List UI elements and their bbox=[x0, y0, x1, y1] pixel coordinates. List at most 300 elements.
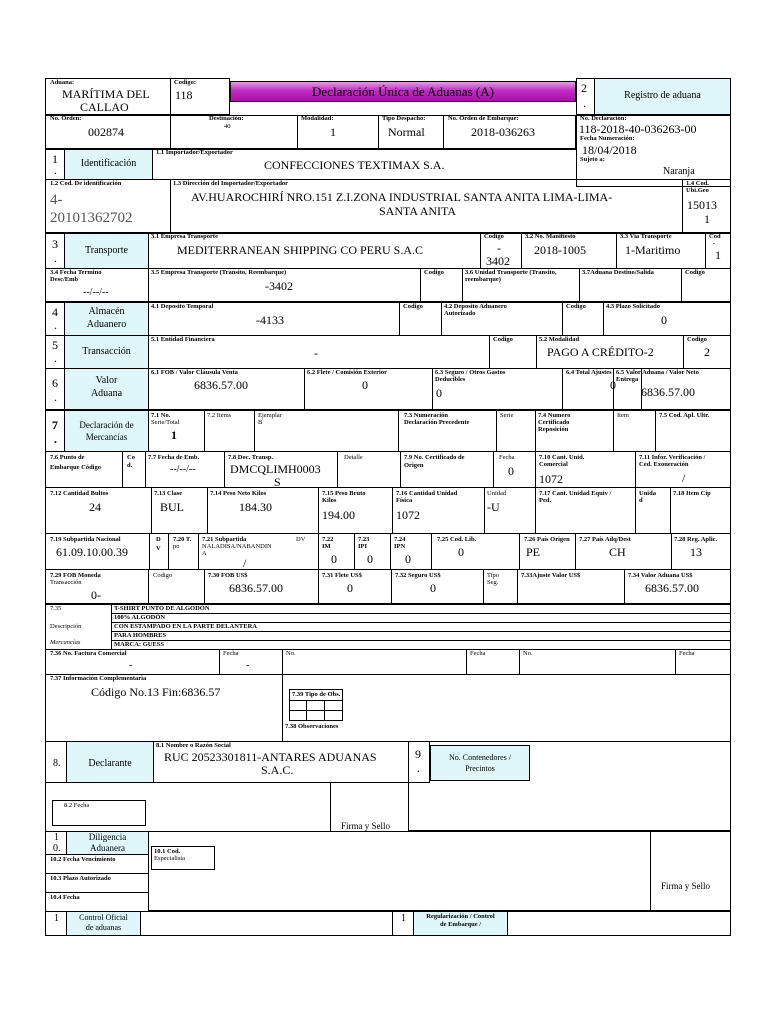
cod-identificacion-label: 1.2 Cod. De identificación bbox=[50, 180, 122, 187]
descripcion-line-2-text: 100% ALGODÓN bbox=[114, 614, 166, 621]
fecha-factura-3-label: Fecha bbox=[679, 650, 695, 657]
fecha-termino-label: 3.4 Fecha Termino bbox=[50, 269, 102, 276]
bultos-label: 7.12 Cantidad Bultos bbox=[50, 490, 109, 497]
seguro-us-value: 0 bbox=[430, 581, 436, 595]
v-label: V bbox=[156, 545, 161, 552]
identificacion-title-cell bbox=[64, 149, 153, 180]
cod-punto-label-2: d. bbox=[127, 462, 133, 469]
regularizacion-area bbox=[507, 911, 731, 936]
firma-declarante-label: Firma y Sello bbox=[341, 821, 390, 831]
plazo-autorizado-label: 10.3 Plazo Autorizado bbox=[50, 875, 111, 882]
tipo-despacho-label: Tipo Despacho: bbox=[382, 115, 426, 122]
peso-neto-cell bbox=[207, 487, 319, 534]
subpartida-label: 7.19 Subpartida Nacional bbox=[50, 536, 121, 543]
footer-num-1: 1 bbox=[54, 913, 59, 924]
form-title-text: Declaración Única de Aduanas (A) bbox=[312, 84, 494, 99]
pais-adq-value: CH bbox=[609, 545, 626, 559]
via-transporte-value: 1-Maritimo bbox=[625, 243, 681, 257]
ipn-value: 0 bbox=[405, 552, 411, 566]
tipo-obs-field-5 bbox=[306, 710, 325, 721]
footer-num-2: 1 bbox=[401, 913, 406, 924]
valor-aduana-us-value: 6836.57.00 bbox=[645, 581, 699, 595]
seguro-value: 0 bbox=[436, 386, 442, 400]
empresa-transito-value: -3402 bbox=[265, 279, 293, 293]
unidad-fisica-cell bbox=[392, 487, 485, 534]
fecha-certificado-cell bbox=[493, 451, 536, 488]
cod-via-value: 1 bbox=[715, 248, 721, 262]
footer-num-1-cell bbox=[45, 911, 67, 936]
serie-precedente-label: Serie bbox=[500, 412, 514, 419]
codigo-transporte-cell bbox=[480, 233, 522, 269]
flete-us-cell bbox=[318, 569, 392, 604]
fob-label: 6.1 FOB / Valor Cláusula Venta bbox=[151, 369, 238, 376]
fecha-declarante-label: 8.2 Fecha bbox=[64, 802, 90, 809]
tipo-label-2: po bbox=[173, 543, 180, 550]
punto-embarque-label: 7.6 Punto de bbox=[50, 454, 85, 461]
nombre-declarante-value: RUC 20523301811-ANTARES ADUANAS bbox=[164, 750, 377, 764]
naladisa-sublabel-2: A bbox=[202, 550, 207, 557]
diligencia-title-2: Aduanera bbox=[90, 843, 125, 853]
certificado-reposicion-label-2: Certificado bbox=[538, 419, 570, 426]
certificado-reposicion-cell bbox=[535, 410, 614, 452]
tipo-cell bbox=[168, 533, 199, 570]
numeracion-precedente-cell bbox=[398, 410, 497, 452]
deposito-autorizado-label-2: Autorizado bbox=[444, 310, 476, 317]
fecha-vencimiento-cell bbox=[45, 854, 149, 874]
codigo-transito-label: Codigo bbox=[424, 269, 444, 276]
naladisa-label: 7.21 Subpartida bbox=[202, 536, 247, 543]
nombre-declarante-value-2: S.A.C. bbox=[261, 763, 294, 777]
info-complementaria-cell bbox=[45, 674, 283, 742]
verificacion-value: / bbox=[682, 471, 686, 485]
almacen-title: Almacén bbox=[88, 306, 125, 317]
pais-adq-cell bbox=[575, 533, 672, 570]
firma-diligencia-label: Firma y Sello bbox=[661, 881, 710, 891]
almacen-title-cell bbox=[64, 302, 149, 336]
cod-punto-cell bbox=[122, 451, 146, 488]
ubigeo-label-2: Ubi.Geo bbox=[686, 187, 709, 194]
fecha-factura-cell bbox=[219, 649, 283, 675]
factura-label: 7.36 No. Factura Comercial bbox=[50, 650, 127, 657]
section-4-num-cell bbox=[45, 302, 65, 336]
tipo-seguro-cell bbox=[483, 569, 518, 604]
descripcion-line-1-text: T-SHIRT PUNTO DE ALGODÓN bbox=[114, 605, 210, 612]
empresa-transporte-cell bbox=[148, 233, 481, 269]
certificado-origen-label: 7.9 No. Certificado de bbox=[404, 454, 465, 461]
reg-aplic-label: 7.28 Reg. Aplic. bbox=[674, 536, 718, 543]
control-oficial-cell bbox=[66, 911, 141, 936]
codigo-entidad-cell bbox=[489, 335, 537, 369]
doc-transporte-value-2: S bbox=[274, 475, 281, 489]
fecha-diligencia-label: 10.4 Fecha bbox=[50, 894, 80, 901]
moneda-value: 0- bbox=[91, 588, 101, 602]
flete-us-value: 0 bbox=[347, 581, 353, 595]
fecha-diligencia-cell bbox=[45, 892, 149, 912]
apl-ultr-label: 7.5 Cod. Apl. Ultr. bbox=[659, 412, 710, 419]
subpartida-cell bbox=[45, 533, 150, 570]
unidad-equiv-label-2: Ped. bbox=[539, 497, 552, 504]
fecha-termino-value: --/--/-- bbox=[83, 287, 109, 298]
regularizacion-title-2: de Embarque / bbox=[439, 921, 482, 928]
subpartida-value: 61.09.10.00.39 bbox=[56, 545, 128, 559]
cod-lib-value: 0 bbox=[458, 545, 464, 559]
orden-embarque-label: No. Orden de Embarque: bbox=[448, 115, 519, 122]
naladisa-sublabel: NALADISA/NABANDIN bbox=[202, 543, 272, 550]
unidad-equiv-label: 7.17 Cant. Unidad Equiv / bbox=[539, 490, 612, 497]
control-oficial-area bbox=[140, 911, 393, 936]
codigo-aduana-cell bbox=[170, 78, 230, 115]
section-6-num: 6 bbox=[52, 376, 58, 390]
descripcion-line-3-text: CON ESTAMPADO EN LA PARTE DELANTERA bbox=[114, 623, 257, 630]
unidad-transporte-cell bbox=[462, 268, 580, 302]
entidad-financiera-cell bbox=[148, 335, 490, 369]
info-complementaria-label: 7.37 Información Complementaria bbox=[50, 675, 147, 682]
pais-origen-value: PE bbox=[526, 545, 541, 559]
factura-value: - bbox=[129, 660, 133, 671]
via-transporte-cell bbox=[616, 233, 706, 269]
unidad-label: Unidad bbox=[487, 490, 507, 497]
manifiesto-cell bbox=[521, 233, 617, 269]
apl-ultr-cell bbox=[655, 410, 731, 452]
orden-value: 002874 bbox=[88, 125, 124, 139]
diligencia-title: Diligencia bbox=[88, 832, 127, 842]
ipn-label-2: IPN bbox=[394, 543, 406, 550]
declaracion-value: 118-2018-40-036263-00 bbox=[579, 122, 697, 136]
transporte-title-cell bbox=[64, 233, 149, 269]
cod-via-label: Cod bbox=[709, 233, 721, 240]
direccion-cell bbox=[170, 179, 683, 233]
almacen-title-2: Aduanero bbox=[86, 319, 127, 330]
plazo-solicitado-value: 0 bbox=[661, 313, 667, 327]
certificado-origen-label-2: Origen bbox=[404, 462, 424, 469]
dua-form bbox=[45, 78, 731, 936]
modalidad-pago-value: PAGO A CRÉDITO-2 bbox=[547, 345, 654, 359]
clase-value: BUL bbox=[160, 500, 184, 514]
section-2-cell bbox=[576, 78, 595, 115]
im-label: 7.22 bbox=[322, 536, 334, 543]
regularizacion-cell bbox=[413, 911, 508, 936]
direccion-label: 1.3 Dirección del Importador/Exportador bbox=[173, 180, 289, 187]
fob-cell bbox=[148, 368, 305, 410]
verificacion-label: 7.11 Infor. Verificación / bbox=[639, 454, 706, 461]
codigo-modalidad-label: Codigo bbox=[687, 336, 707, 343]
fecha-factura-label: Fecha bbox=[223, 650, 239, 657]
observaciones-label: 7.38 Observaciones bbox=[285, 723, 339, 730]
codigo-transporte-value: - bbox=[497, 241, 501, 255]
pais-origen-label: 7.26 País Origen bbox=[524, 536, 570, 543]
observaciones-cell bbox=[282, 674, 731, 742]
item-reposicion-cell bbox=[613, 410, 656, 452]
declarante-title: Declarante bbox=[88, 758, 132, 769]
deposito-temporal-label: 4.1 Deposito Temporal bbox=[151, 303, 214, 310]
fecha-factura-value: - bbox=[246, 660, 250, 671]
fob-us-cell bbox=[204, 569, 319, 604]
ipn-label: 7.24 bbox=[394, 536, 406, 543]
importador-label: 1.1 Importador/Exportador bbox=[156, 149, 233, 156]
certificado-reposicion-label: 7.4 Numero bbox=[538, 412, 571, 419]
unida-label: Unida bbox=[639, 490, 656, 497]
diligencia-title-cell bbox=[66, 831, 149, 855]
section-7-num-cell bbox=[45, 410, 65, 452]
flete-label: 6.2 Flete / Comisión Exterior bbox=[307, 369, 387, 376]
registro-aduana-label: Registro de aduana bbox=[624, 90, 701, 101]
section-1-dot: . bbox=[54, 163, 57, 177]
fecha-factura-2-label: Fecha bbox=[470, 650, 486, 657]
destinacion-cell bbox=[170, 115, 298, 149]
modalidad-pago-label: 5.2 Modalidad bbox=[539, 336, 580, 343]
ubigeo-value-2: 1 bbox=[704, 212, 710, 226]
unida-cell bbox=[635, 487, 671, 534]
codigo-label: Codigo: bbox=[174, 79, 197, 86]
codigo-deposito-cell bbox=[399, 302, 442, 336]
codigo-moneda-label: Codigo bbox=[153, 572, 173, 579]
cod-especialista-box bbox=[151, 846, 215, 870]
peso-bruto-value: 194.00 bbox=[322, 508, 355, 522]
direccion-value: AV.HUAROCHIRÍ NRO.151 Z.I.ZONA INDUSTRIAL SANTA ANITA LIMA-LIMA- bbox=[191, 190, 613, 204]
descripcion-line-4-text: PARA HOMBRES bbox=[114, 632, 167, 639]
valor-aduana-label-2: Entrega bbox=[616, 376, 639, 383]
peso-neto-value: 184.30 bbox=[239, 500, 272, 514]
items-label: 7.2 Items bbox=[207, 412, 232, 419]
codigo-transporte-value-2: 3402 bbox=[486, 254, 510, 268]
section-2-num: 2 bbox=[581, 81, 587, 95]
section-3-num: 3 bbox=[52, 237, 58, 251]
ubigeo-label: 1.4 Cod. bbox=[686, 180, 709, 187]
sujeto-value: Naranja bbox=[663, 166, 695, 177]
verificacion-label-2: Ced. Exoneración bbox=[639, 461, 689, 468]
section-5-dot: . bbox=[54, 351, 57, 365]
form-title bbox=[230, 81, 576, 102]
bultos-value: 24 bbox=[89, 500, 101, 514]
certificado-origen-cell bbox=[400, 451, 494, 488]
descripcion-num: 7.35 bbox=[50, 605, 62, 612]
doc-transporte-value: DMCQLIMH0003 bbox=[230, 462, 321, 476]
serie-label: 7.1 No. bbox=[151, 412, 171, 419]
dv-label: DV bbox=[296, 536, 306, 543]
contenedores-title: No. Contenedores / bbox=[449, 753, 511, 762]
orden-cell bbox=[45, 115, 171, 149]
destinacion-label: Destinación: bbox=[209, 115, 244, 122]
item-reposicion-label: Item bbox=[617, 412, 629, 419]
unidad-equiv-cell bbox=[535, 487, 636, 534]
footer-num-2-cell bbox=[392, 911, 414, 936]
doc-transporte-label: 7.8 Doc. Transp. bbox=[228, 454, 274, 461]
serie-value: 1 bbox=[171, 428, 177, 442]
section-4-num: 4 bbox=[52, 305, 58, 319]
codigo-destino-label: Codigo bbox=[685, 269, 705, 276]
flete-cell bbox=[304, 368, 433, 410]
valor-aduana-us-label: 7.34 Valor Aduana US$ bbox=[628, 572, 693, 579]
cod-identificacion-value: 4- bbox=[50, 192, 63, 208]
cod-especialista-label: 10.1 Cod. bbox=[154, 848, 181, 855]
naladisa-value: / bbox=[243, 556, 247, 570]
item-cip-cell bbox=[670, 487, 731, 534]
descripcion-label-cell bbox=[45, 604, 112, 650]
transporte-title: Transporte bbox=[85, 245, 128, 256]
seguro-us-cell bbox=[391, 569, 484, 604]
importador-cell bbox=[152, 149, 577, 180]
factura-cell bbox=[45, 649, 220, 675]
modalidad-value: 1 bbox=[330, 125, 336, 139]
importador-value: CONFECCIONES TEXTIMAX S.A. bbox=[264, 158, 445, 172]
ajuste-us-label: 7.33Ajuste Valor US$ bbox=[521, 572, 581, 579]
fecha-factura-2-cell bbox=[466, 649, 520, 675]
ipi-label-2: IPI bbox=[358, 543, 368, 550]
cod-especialista-label-2: Especialista bbox=[154, 855, 186, 862]
deposito-autorizado-cell bbox=[441, 302, 563, 336]
serie-precedente-cell bbox=[496, 410, 536, 452]
section-5-num-cell bbox=[45, 335, 65, 369]
codigo-entidad-label: Codigo bbox=[493, 336, 513, 343]
tipo-obs-field-4 bbox=[289, 710, 307, 721]
detalle-label: Detalle bbox=[344, 454, 363, 461]
section-3-dot: . bbox=[54, 251, 57, 265]
empresa-transito-cell bbox=[148, 268, 421, 302]
plazo-solicitado-label: 4.3 Plazo Solicitado bbox=[606, 303, 660, 310]
section-9-dot: . bbox=[417, 761, 420, 775]
firma-declarante-cell bbox=[330, 782, 409, 832]
section-4-dot: . bbox=[54, 318, 57, 332]
section-8-num-cell bbox=[45, 741, 67, 783]
section-1-num-cell bbox=[45, 149, 65, 180]
cod-via-cell bbox=[705, 233, 731, 269]
bultos-cell bbox=[45, 487, 152, 534]
aduana-destino-label: 3.7Aduana Destino/Salida bbox=[582, 269, 654, 276]
aduana-destino-cell bbox=[579, 268, 682, 302]
flete-value: 0 bbox=[362, 378, 368, 392]
orden-embarque-value: 2018-036263 bbox=[471, 125, 535, 139]
diligencia-main-area bbox=[148, 831, 651, 911]
numeracion-precedente-label-2: Declaración Precedente bbox=[404, 419, 470, 426]
detalle-cell bbox=[337, 451, 401, 488]
seguro-cell bbox=[432, 368, 563, 410]
codigo-value: 118 bbox=[175, 88, 193, 102]
fecha-embarque-label: 7.7 Fecha de Emb. bbox=[148, 454, 200, 461]
unidad-value: -U bbox=[487, 500, 500, 514]
plazo-autorizado-cell bbox=[45, 873, 149, 893]
orden-embarque-cell bbox=[443, 115, 576, 149]
ipi-label: 7.23 bbox=[358, 536, 370, 543]
declaracion-cell bbox=[576, 115, 731, 187]
seguro-us-label: 7.32 Seguro US$ bbox=[395, 572, 441, 579]
valor-aduana-label: 6.5 Valor Aduana / Valor Neto bbox=[616, 369, 699, 376]
fob-us-value: 6836.57.00 bbox=[229, 581, 283, 595]
fecha-termino-label-2: Desc/Emb bbox=[50, 276, 79, 283]
serie-cell bbox=[148, 410, 205, 452]
ipi-cell bbox=[354, 533, 391, 570]
tipo-seguro-label: Tipo bbox=[487, 572, 500, 579]
section-1-num: 1 bbox=[52, 152, 58, 166]
unidad-fisica-value: 1072 bbox=[396, 508, 420, 522]
ipi-value: 0 bbox=[367, 552, 373, 566]
cod-identificacion-value-2: 20101362702 bbox=[50, 210, 133, 226]
codigo-deposito-aut-label: Codigo bbox=[566, 303, 586, 310]
valor-aduana-us-cell bbox=[624, 569, 731, 604]
cant-unid-comercial-value: 1072 bbox=[539, 472, 563, 486]
section-3-num-cell bbox=[45, 233, 65, 269]
contenedores-area bbox=[408, 741, 731, 831]
ejemplar-cell bbox=[254, 410, 399, 452]
valor-title: Valor bbox=[95, 375, 118, 386]
fecha-vencimiento-label: 10.2 Fecha Vencimiento bbox=[50, 856, 116, 863]
fecha-certificado-label: Fecha bbox=[499, 454, 515, 461]
peso-bruto-label: 7.15 Peso Bruto bbox=[322, 490, 366, 497]
mercancias-label: Mercancías bbox=[50, 639, 81, 646]
fecha-declarante-box bbox=[52, 800, 146, 826]
section-2-dot: . bbox=[583, 96, 586, 110]
moneda-cell bbox=[45, 569, 149, 604]
declaracion-label: No. Declaración: bbox=[580, 115, 627, 122]
cod-via-dot: . bbox=[713, 239, 715, 246]
peso-bruto-label-2: Kilos bbox=[322, 497, 337, 504]
contenedores-title-2: Precintos bbox=[465, 764, 495, 773]
dv-cell bbox=[149, 533, 169, 570]
aduana-value: MARÍTIMA DEL bbox=[62, 87, 150, 101]
codigo-deposito-aut-cell bbox=[562, 302, 604, 336]
section-7-dot: . bbox=[54, 432, 57, 446]
fecha-factura-3-cell bbox=[675, 649, 731, 675]
section-6-dot: . bbox=[54, 390, 57, 404]
entidad-financiera-label: 5.1 Entidad Financiera bbox=[151, 336, 215, 343]
section-10-num: 1 bbox=[54, 832, 59, 843]
cod-punto-label: Co bbox=[127, 454, 135, 461]
deposito-temporal-cell bbox=[148, 302, 400, 336]
manifiesto-label: 3.2 No. Manifiesto bbox=[525, 233, 576, 240]
destinacion-value: 40 bbox=[224, 123, 231, 130]
control-oficial-title-2: de aduanas bbox=[85, 923, 122, 932]
transaccion-title-cell bbox=[64, 335, 149, 369]
valor-title-2: Aduana bbox=[90, 388, 123, 399]
empresa-transporte-label: 3.1 Empresa Transporte bbox=[151, 233, 218, 240]
via-transporte-label: 3.3 Via Transporte bbox=[620, 233, 672, 240]
section-6-num-cell bbox=[45, 368, 65, 410]
section-7-num: 7 bbox=[52, 418, 58, 432]
deposito-temporal-value: -4133 bbox=[256, 313, 284, 327]
cod-lib-label: 7.25 Cod. Lib. bbox=[437, 536, 477, 543]
identificacion-title: Identificación bbox=[80, 158, 137, 169]
aduana-label: Aduana: bbox=[50, 79, 75, 86]
verificacion-cell bbox=[635, 451, 731, 488]
entidad-financiera-value: - bbox=[314, 346, 318, 360]
fob-us-label: 7.30 FOB US$ bbox=[208, 572, 248, 579]
peso-bruto-cell bbox=[318, 487, 393, 534]
cant-unid-comercial-label: 7.10 Cant. Unid. bbox=[539, 454, 585, 461]
unida-label-2: d bbox=[639, 497, 643, 504]
item-cip-label: 7.18 Item Cip bbox=[673, 490, 711, 497]
serie-label-2: Serie/Total bbox=[151, 419, 180, 426]
firma-diligencia-cell bbox=[650, 831, 731, 911]
aduana-value-2: CALLAO bbox=[80, 100, 129, 114]
reg-aplic-cell bbox=[671, 533, 731, 570]
tipo-despacho-cell bbox=[378, 115, 444, 149]
codigo-modalidad-value: 2 bbox=[704, 345, 710, 359]
sujeto-label: Sujeto a: bbox=[580, 156, 605, 163]
reg-aplic-value: 13 bbox=[690, 545, 702, 559]
seguro-label: 6.3 Seguro / Otros Gastos bbox=[435, 369, 506, 376]
tipo-obs-label: 7.39 Tipo de Obs. bbox=[292, 691, 341, 698]
control-oficial-title: Control Oficial bbox=[79, 913, 128, 922]
unidad-transporte-label: 3.6 Unidad Transporte (Transito, bbox=[465, 269, 557, 276]
punto-embarque-label-2: Embarque Código bbox=[50, 464, 101, 471]
nombre-declarante-label: 8.1 Nombre o Razón Social bbox=[156, 742, 231, 749]
descripcion-line-5-text: MARCA: GUESS bbox=[114, 641, 165, 648]
modalidad-cell bbox=[297, 115, 379, 149]
codigo-modalidad-cell bbox=[683, 335, 731, 369]
ajustes-label: 6.4 Total Ajustes bbox=[566, 369, 612, 376]
tipo-despacho-value: Normal bbox=[388, 125, 425, 139]
pais-origen-cell bbox=[519, 533, 576, 570]
info-complementaria-value: Código No.13 Fin:6836.57 bbox=[91, 685, 221, 699]
